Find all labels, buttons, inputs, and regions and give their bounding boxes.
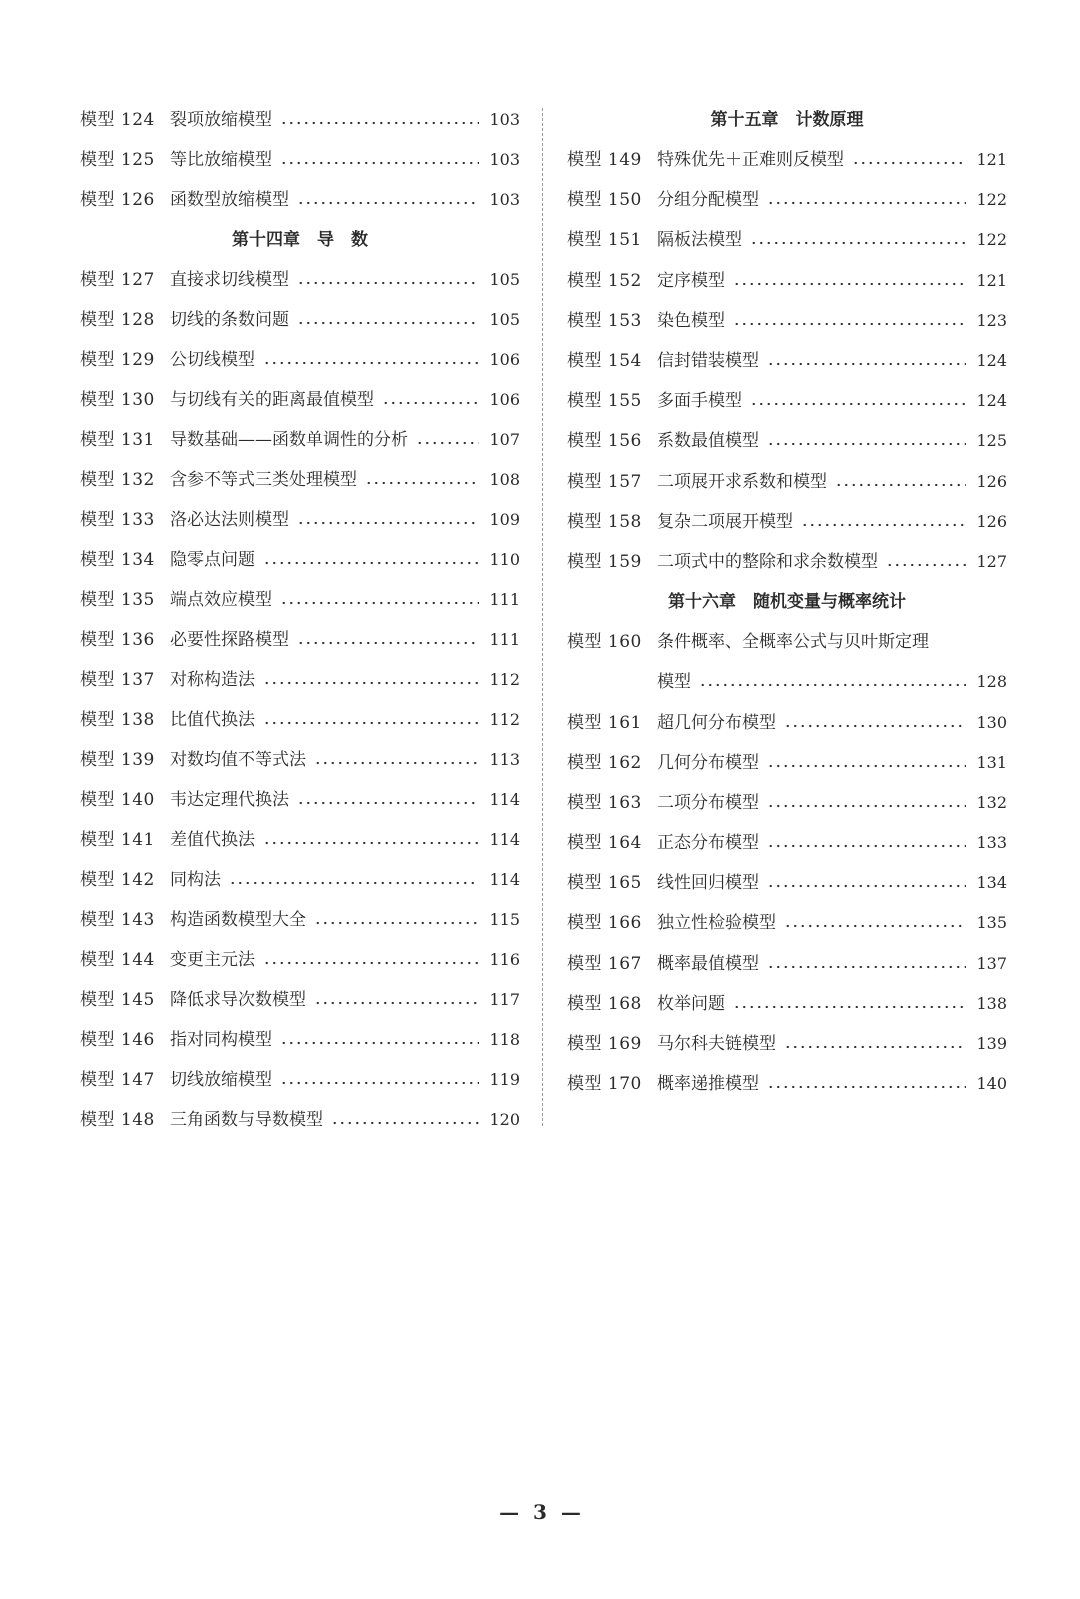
model-number: 模型 154: [567, 351, 642, 372]
model-number: 模型 129: [80, 350, 155, 370]
toc-entry: [80, 180, 520, 220]
entry-title: 降低求导次数模型: [170, 990, 306, 1010]
toc-entry: [80, 780, 520, 820]
column-divider: [542, 108, 543, 1126]
entry-title: 洛必达法则模型: [170, 510, 289, 530]
entry-title: 枚举问题: [657, 993, 725, 1014]
page-ref: 119: [489, 1070, 520, 1089]
page-ref: 130: [976, 712, 1007, 732]
page-ref: 106: [489, 390, 520, 409]
dot-leader: [767, 863, 966, 903]
dot-leader: [784, 703, 966, 743]
toc-entry: [567, 1024, 1007, 1064]
toc-entry: [80, 900, 520, 940]
dot-leader: [416, 420, 479, 460]
model-number: 模型 158: [567, 511, 642, 532]
page-ref: 116: [489, 950, 520, 969]
entry-title: 韦达定理代换法: [170, 790, 289, 810]
page-ref: 103: [489, 150, 520, 169]
toc-entry: [567, 944, 1007, 984]
entry-title: 正态分布模型: [657, 833, 759, 854]
page-number-footer: — 3 —: [499, 1500, 581, 1524]
page-ref: 132: [976, 792, 1007, 812]
page-ref: 112: [489, 710, 520, 729]
toc-entry: [567, 140, 1007, 180]
toc-entry: [80, 1020, 520, 1060]
entry-title: 信封错装模型: [657, 351, 759, 372]
page-ref: 114: [489, 870, 520, 889]
page-ref: 128: [976, 672, 1007, 692]
model-number: 模型 161: [567, 712, 642, 733]
entry-title: 特殊优先＋正难则反模型: [657, 150, 844, 171]
dot-leader: [784, 903, 966, 943]
toc-entry: [567, 984, 1007, 1024]
toc-left-column: [80, 100, 520, 1140]
model-number: 模型 136: [80, 630, 155, 650]
toc-entry: [567, 462, 1007, 502]
dot-leader: [314, 740, 479, 780]
dot-leader: [229, 860, 479, 900]
toc-entry: [567, 220, 1007, 260]
dot-leader: [314, 980, 479, 1020]
page-ref: 117: [489, 990, 520, 1009]
model-number: 模型 147: [80, 1070, 155, 1090]
toc-entry: [567, 301, 1007, 341]
dot-leader: [767, 1064, 966, 1104]
page-ref: 103: [489, 190, 520, 209]
toc-entry: [80, 540, 520, 580]
dot-leader: [852, 140, 966, 180]
dot-leader: [733, 301, 966, 341]
model-number: 模型 148: [80, 1110, 155, 1130]
entry-title: 同构法: [170, 870, 221, 890]
entry-title: 概率递推模型: [657, 1074, 759, 1095]
model-number: 模型 124: [80, 110, 155, 130]
dot-leader: [733, 984, 966, 1024]
dot-leader: [767, 421, 966, 461]
toc-entry: [567, 180, 1007, 220]
model-number: 模型 140: [80, 790, 155, 810]
toc-entry-continuation: [567, 662, 1007, 702]
page-ref: 115: [489, 910, 520, 929]
model-number: 模型 145: [80, 990, 155, 1010]
dot-leader: [767, 783, 966, 823]
dot-leader: [767, 823, 966, 863]
model-number: 模型 153: [567, 310, 642, 331]
toc-entry: [80, 1100, 520, 1140]
entry-title: 函数型放缩模型: [170, 190, 289, 210]
entry-title: 比值代换法: [170, 710, 255, 730]
page-ref: 138: [976, 993, 1007, 1013]
model-number: 模型 150: [567, 190, 642, 211]
page-ref: 122: [976, 190, 1007, 210]
entry-title: 变更主元法: [170, 950, 255, 970]
model-number: 模型 157: [567, 471, 642, 492]
dot-leader: [750, 220, 966, 260]
model-number: 模型 165: [567, 873, 642, 894]
entry-title: 含参不等式三类处理模型: [170, 470, 357, 490]
model-number: 模型 164: [567, 833, 642, 854]
model-number: 模型 169: [567, 1034, 642, 1055]
toc-entry: [80, 140, 520, 180]
page-ref: 109: [489, 510, 520, 529]
page-ref: 114: [489, 790, 520, 809]
model-number: 模型 132: [80, 470, 155, 490]
dot-leader: [280, 1060, 479, 1100]
dot-leader: [733, 261, 966, 301]
toc-entry: [80, 940, 520, 980]
model-number: 模型 135: [80, 590, 155, 610]
page-ref: 122: [976, 230, 1007, 250]
toc-entry: [80, 500, 520, 540]
entry-title: 线性回归模型: [657, 873, 759, 894]
model-number: 模型 134: [80, 550, 155, 570]
model-number: 模型 146: [80, 1030, 155, 1050]
entry-title: 对数均值不等式法: [170, 750, 306, 770]
dot-leader: [297, 180, 479, 220]
entry-title: 独立性检验模型: [657, 913, 776, 934]
toc-entry: [80, 860, 520, 900]
dot-leader: [263, 340, 479, 380]
toc-entry: [80, 1060, 520, 1100]
toc-entry: [80, 380, 520, 420]
model-number: 模型 127: [80, 270, 155, 290]
toc-entry: [80, 420, 520, 460]
entry-title: 染色模型: [657, 310, 725, 331]
dot-leader: [297, 780, 479, 820]
toc-entry: [80, 340, 520, 380]
dot-leader: [767, 743, 966, 783]
page-ref: 113: [489, 750, 520, 769]
model-number: 模型 142: [80, 870, 155, 890]
page-ref: 105: [489, 270, 520, 289]
page-ref: 126: [976, 471, 1007, 491]
model-number: 模型 128: [80, 310, 155, 330]
model-number: 模型 141: [80, 830, 155, 850]
model-number: 模型 149: [567, 150, 642, 171]
dot-leader: [280, 100, 479, 140]
page-ref: 127: [976, 551, 1007, 571]
entry-title: 定序模型: [657, 270, 725, 291]
dot-leader: [297, 300, 479, 340]
toc-entry: [567, 903, 1007, 943]
chapter-heading: 第十五章 计数原理: [710, 110, 864, 130]
toc-entry: [567, 702, 1007, 742]
entry-title: 超几何分布模型: [657, 712, 776, 733]
page-ref: 135: [976, 913, 1007, 933]
model-number: 模型 138: [80, 710, 155, 730]
entry-title: 条件概率、全概率公式与贝叶斯定理: [657, 632, 929, 653]
chapter-heading: 第十四章 导 数: [232, 230, 368, 250]
toc-entry: [80, 580, 520, 620]
model-number: 模型 166: [567, 913, 642, 934]
toc-entry: [80, 740, 520, 780]
page-ref: 126: [976, 511, 1007, 531]
model-number: 模型 130: [80, 390, 155, 410]
entry-title: 等比放缩模型: [170, 150, 272, 170]
dot-leader: [835, 462, 966, 502]
toc-entry: [567, 542, 1007, 582]
model-number: 模型 159: [567, 551, 642, 572]
dot-leader: [331, 1100, 479, 1140]
toc-entry: [80, 260, 520, 300]
entry-title: 系数最值模型: [657, 431, 759, 452]
entry-title: 马尔科夫链模型: [657, 1034, 776, 1055]
model-number: 模型 162: [567, 752, 642, 773]
page-ref: 134: [976, 873, 1007, 893]
page-ref: 139: [976, 1034, 1007, 1054]
model-number: 模型 125: [80, 150, 155, 170]
toc-entry: [567, 421, 1007, 461]
model-number: 模型 137: [80, 670, 155, 690]
page-ref: 131: [976, 752, 1007, 772]
toc-right-column: [567, 100, 1007, 1104]
dot-leader: [699, 662, 966, 702]
model-number: 模型 168: [567, 993, 642, 1014]
toc-entry: [567, 1064, 1007, 1104]
toc-entry: [80, 980, 520, 1020]
toc-entry: [567, 743, 1007, 783]
entry-title: 必要性探路模型: [170, 630, 289, 650]
page-ref: 124: [976, 391, 1007, 411]
model-number: 模型 163: [567, 792, 642, 813]
model-number: 模型 160: [567, 632, 642, 653]
model-number: 模型 156: [567, 431, 642, 452]
toc-entry: [80, 700, 520, 740]
entry-title: 模型: [657, 672, 691, 693]
page-ref: 121: [976, 270, 1007, 290]
page-ref: 114: [489, 830, 520, 849]
dot-leader: [784, 1024, 966, 1064]
dot-leader: [280, 1020, 479, 1060]
dot-leader: [382, 380, 479, 420]
entry-title: 复杂二项展开模型: [657, 511, 793, 532]
dot-leader: [314, 900, 479, 940]
dot-leader: [297, 260, 479, 300]
entry-title: 与切线有关的距离最值模型: [170, 390, 374, 410]
entry-title: 二项展开求系数和模型: [657, 471, 827, 492]
model-number: 模型 139: [80, 750, 155, 770]
model-number: 模型 167: [567, 953, 642, 974]
entry-title: 隐零点问题: [170, 550, 255, 570]
dot-leader: [280, 140, 479, 180]
model-number: 模型 131: [80, 430, 155, 450]
entry-title: 分组分配模型: [657, 190, 759, 211]
page-ref: 110: [489, 550, 520, 569]
dot-leader: [297, 500, 479, 540]
toc-entry: [567, 622, 1007, 662]
model-number: 模型 144: [80, 950, 155, 970]
toc-entry: [80, 100, 520, 140]
entry-title: 概率最值模型: [657, 953, 759, 974]
entry-title: 二项式中的整除和求余数模型: [657, 551, 878, 572]
dot-leader: [263, 940, 479, 980]
page-ref: 108: [489, 470, 520, 489]
page-ref: 124: [976, 351, 1007, 371]
toc-entry: [80, 300, 520, 340]
toc-entry: [567, 502, 1007, 542]
entry-title: 多面手模型: [657, 391, 742, 412]
model-number: 模型 133: [80, 510, 155, 530]
page-ref: 121: [976, 150, 1007, 170]
entry-title: 构造函数模型大全: [170, 910, 306, 930]
entry-title: 导数基础——函数单调性的分析: [170, 430, 408, 450]
page-ref: 106: [489, 350, 520, 369]
page-ref: 105: [489, 310, 520, 329]
model-number: 模型 170: [567, 1074, 642, 1095]
dot-leader: [886, 542, 966, 582]
page-ref: 140: [976, 1074, 1007, 1094]
dot-leader: [263, 700, 479, 740]
toc-entry: [80, 460, 520, 500]
toc-entry: [567, 863, 1007, 903]
page-ref: 107: [489, 430, 520, 449]
dot-leader: [263, 820, 479, 860]
entry-title: 直接求切线模型: [170, 270, 289, 290]
toc-entry: [567, 261, 1007, 301]
model-number: 模型 143: [80, 910, 155, 930]
entry-title: 端点效应模型: [170, 590, 272, 610]
entry-title: 公切线模型: [170, 350, 255, 370]
dot-leader: [263, 540, 479, 580]
entry-title: 几何分布模型: [657, 752, 759, 773]
page-ref: 111: [489, 590, 520, 609]
model-number: 模型 155: [567, 391, 642, 412]
toc-entry: [80, 660, 520, 700]
toc-entry: [567, 783, 1007, 823]
entry-title: 隔板法模型: [657, 230, 742, 251]
toc-entry: [80, 620, 520, 660]
dot-leader: [767, 944, 966, 984]
page-ref: 103: [489, 110, 520, 129]
entry-title: 三角函数与导数模型: [170, 1110, 323, 1130]
page-ref: 133: [976, 833, 1007, 853]
model-number: 模型 126: [80, 190, 155, 210]
page-ref: 123: [976, 310, 1007, 330]
dot-leader: [280, 580, 479, 620]
entry-title: 差值代换法: [170, 830, 255, 850]
dot-leader: [767, 341, 966, 381]
toc-entry: [567, 381, 1007, 421]
toc-entry: [567, 823, 1007, 863]
entry-title: 二项分布模型: [657, 792, 759, 813]
dot-leader: [365, 460, 479, 500]
toc-entry: [80, 820, 520, 860]
dot-leader: [750, 381, 966, 421]
dot-leader: [263, 660, 479, 700]
dot-leader: [801, 502, 966, 542]
model-number: 模型 152: [567, 270, 642, 291]
page-ref: 137: [976, 953, 1007, 973]
entry-title: 裂项放缩模型: [170, 110, 272, 130]
entry-title: 指对同构模型: [170, 1030, 272, 1050]
entry-title: 切线放缩模型: [170, 1070, 272, 1090]
entry-title: 切线的条数问题: [170, 310, 289, 330]
chapter-heading: 第十六章 随机变量与概率统计: [668, 592, 906, 613]
entry-title: 对称构造法: [170, 670, 255, 690]
page-ref: 111: [489, 630, 520, 649]
model-number: 模型 151: [567, 230, 642, 251]
page-ref: 125: [976, 431, 1007, 451]
page-ref: 112: [489, 670, 520, 689]
dot-leader: [767, 180, 966, 220]
dot-leader: [297, 620, 479, 660]
toc-entry: [567, 341, 1007, 381]
page-ref: 118: [489, 1030, 520, 1049]
page-ref: 120: [489, 1110, 520, 1129]
